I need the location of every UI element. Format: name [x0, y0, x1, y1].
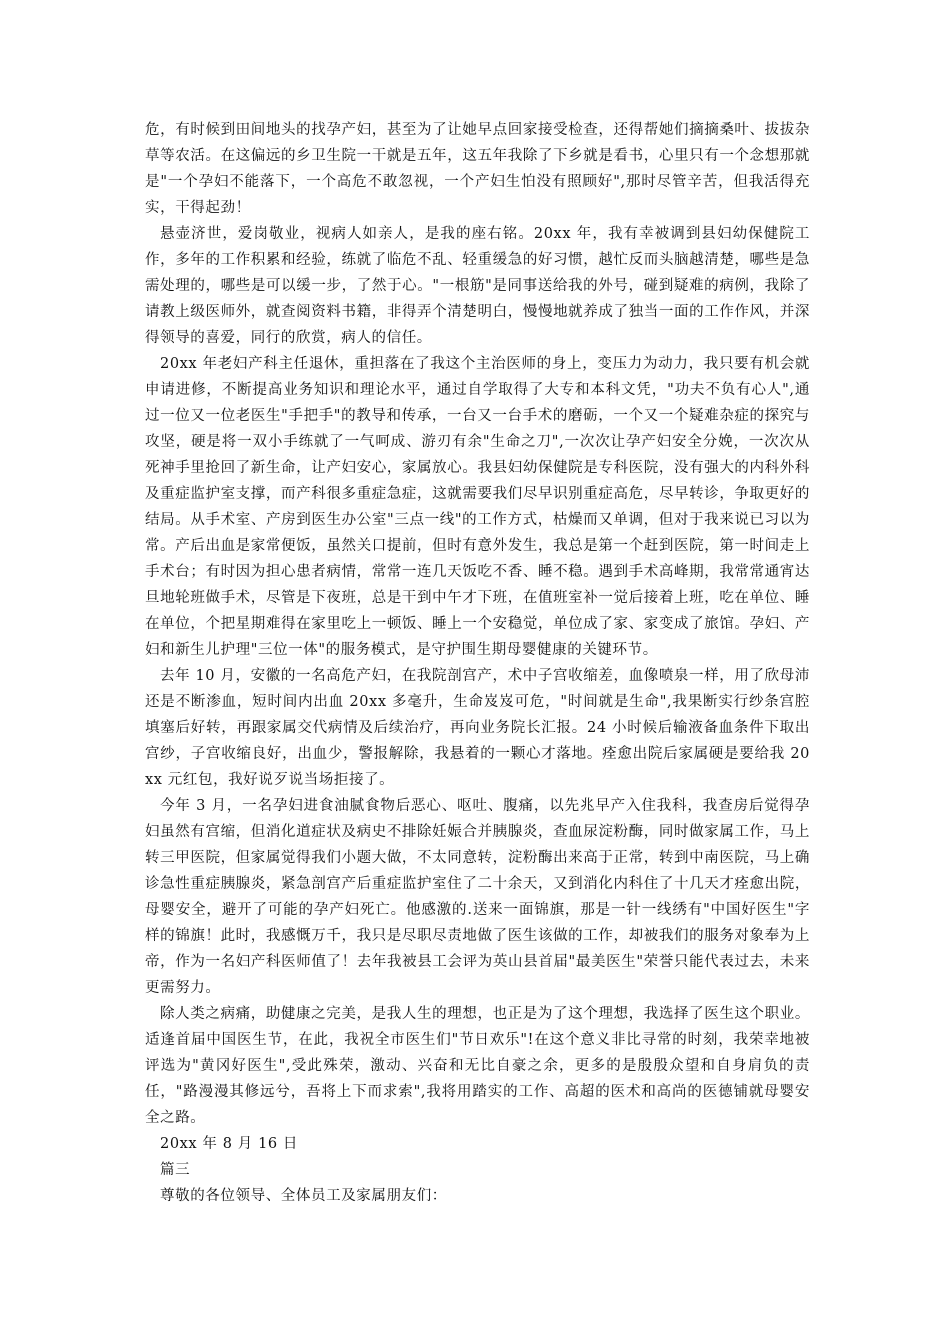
document-body [145, 117, 810, 1209]
date-line: 20xx 年 8 月 16 日 [160, 1136, 299, 1152]
paragraph-4: 去年 10 月，安徽的一名高危产妇，在我院剖宫产，术中子宫收缩差，血像喷泉一样，用了欣母沛还是不断渗血，短时间内出血 20xx 多毫升，生命岌岌可危，"时间就是生命",我果断实行纱条宫腔填塞后好转，再跟家属交代病情及后续治疗，再向业务院长汇报。24 小时候后输液备血条件下取出宫纱，子宫收缩良好，出血少，警报解除，我悬着的一颗心才落地。痊愈出院后家属硬是要给我 20xx 元红包，我好说歹说当场拒接了。 [145, 668, 810, 788]
section-heading: 篇三 [160, 1162, 191, 1178]
paragraph-5: 今年 3 月，一名孕妇进食油腻食物后恶心、呕吐、腹痛，以先兆早产入住我科，我查房后觉得孕妇虽然有宫缩，但消化道症状及病史不排除妊娠合并胰腺炎，查血尿淀粉酶，同时做家属工作，马上转三甲医院，但家属觉得我们小题大做，不太同意转，淀粉酶出来高于正常，转到中南医院，马上确诊急性重症胰腺炎，紧急剖宫产后重症监护室住了二十余天，又到消化内科住了十几天才痊愈出院，母婴安全，避开了可能的孕产妇死亡。他感激的.送来一面锦旗，那是一针一线绣有"中国好医生"字样的锦旗！此时，我感慨万千，我只是尽职尽责地做了医生该做的工作，却被我们的服务对象奉为上帝，作为一名妇产科医师值了！去年我被县工会评为英山县首届"最美医生"荣誉只能代表过去，未来更需努力。 [145, 798, 810, 996]
paragraph-6: 除人类之病痛，助健康之完美，是我人生的理想，也正是为了这个理想，我选择了医生这个职业。适逢首届中国医生节，在此，我祝全市医生们"节日欢乐"!在这个意义非比寻常的时刻，我荣幸地被评选为"黄冈好医生",受此殊荣，激动、兴奋和无比自豪之余，更多的是殷殷众望和自身肩负的责任，"路漫漫其修远兮，吾将上下而求索",我将用踏实的工作、高超的医术和高尚的医德铺就母婴安全之路。 [145, 1006, 810, 1126]
salutation: 尊敬的各位领导、全体员工及家属朋友们： [160, 1188, 447, 1204]
paragraph-1: 危，有时候到田间地头的找孕产妇，甚至为了让她早点回家接受检查，还得帮她们摘摘桑叶、拔拔杂草等农活。在这偏远的乡卫生院一干就是五年，这五年我除了下乡就是看书，心里只有一个念想那就是"一个孕妇不能落下，一个高危不敢忽视，一个产妇生怕没有照顾好",那时尽管辛苦，但我活得充实，干得起劲！ [145, 122, 810, 216]
paragraph-2: 悬壶济世，爱岗敬业，视病人如亲人，是我的座右铭。20xx 年，我有幸被调到县妇幼保健院工作，多年的工作积累和经验，练就了临危不乱、轻重缓急的好习惯，越忙反而头脑越清楚，哪些是急需处理的，哪些是可以缓一步，了然于心。"一根筋"是同事送给我的外号，碰到疑难的病例，我除了请教上级医师外，就查阅资料书籍，非得弄个清楚明白，慢慢地就养成了独当一面的工作作风，并深得领导的喜爱，同行的欣赏，病人的信任。 [145, 226, 810, 346]
paragraph-3: 20xx 年老妇产科主任退休，重担落在了我这个主治医师的身上，变压力为动力，我只要有机会就申请进修，不断提高业务知识和理论水平，通过自学取得了大专和本科文凭，"功夫不负有心人",通过一位又一位老医生"手把手"的教导和传承，一台又一台手术的磨砺，一个又一个疑难杂症的探究与攻坚，硬是将一双小手练就了一气呵成、游刃有余"生命之刀",一次次让孕产妇安全分娩，一次次从死神手里抢回了新生命，让产妇安心，家属放心。我县妇幼保健院是专科医院，没有强大的内科外科及重症监护室支撑，而产科很多重症急症，这就需要我们尽早识别重症高危，尽早转诊，争取更好的结局。从手术室、产房到医生办公室"三点一线"的工作方式，枯燥而又单调，但对于我来说已习以为常。产后出血是家常便饭，虽然关口提前，但时有意外发生，我总是第一个赶到医院，第一时间走上手术台；有时因为担心患者病情，常常一连几天饭吃不香、睡不稳。遇到手术高峰期，我常常通宵达旦地轮班做手术，尽管是下夜班，总是干到中午才下班，在值班室补一觉后接着上班，吃在单位、睡在单位，个把星期难得在家里吃上一顿饭、睡上一个安稳觉，单位成了家、家变成了旅馆。孕妇、产妇和新生儿护理"三位一体"的服务模式，是守护围生期母婴健康的关键环节。 [145, 356, 810, 658]
